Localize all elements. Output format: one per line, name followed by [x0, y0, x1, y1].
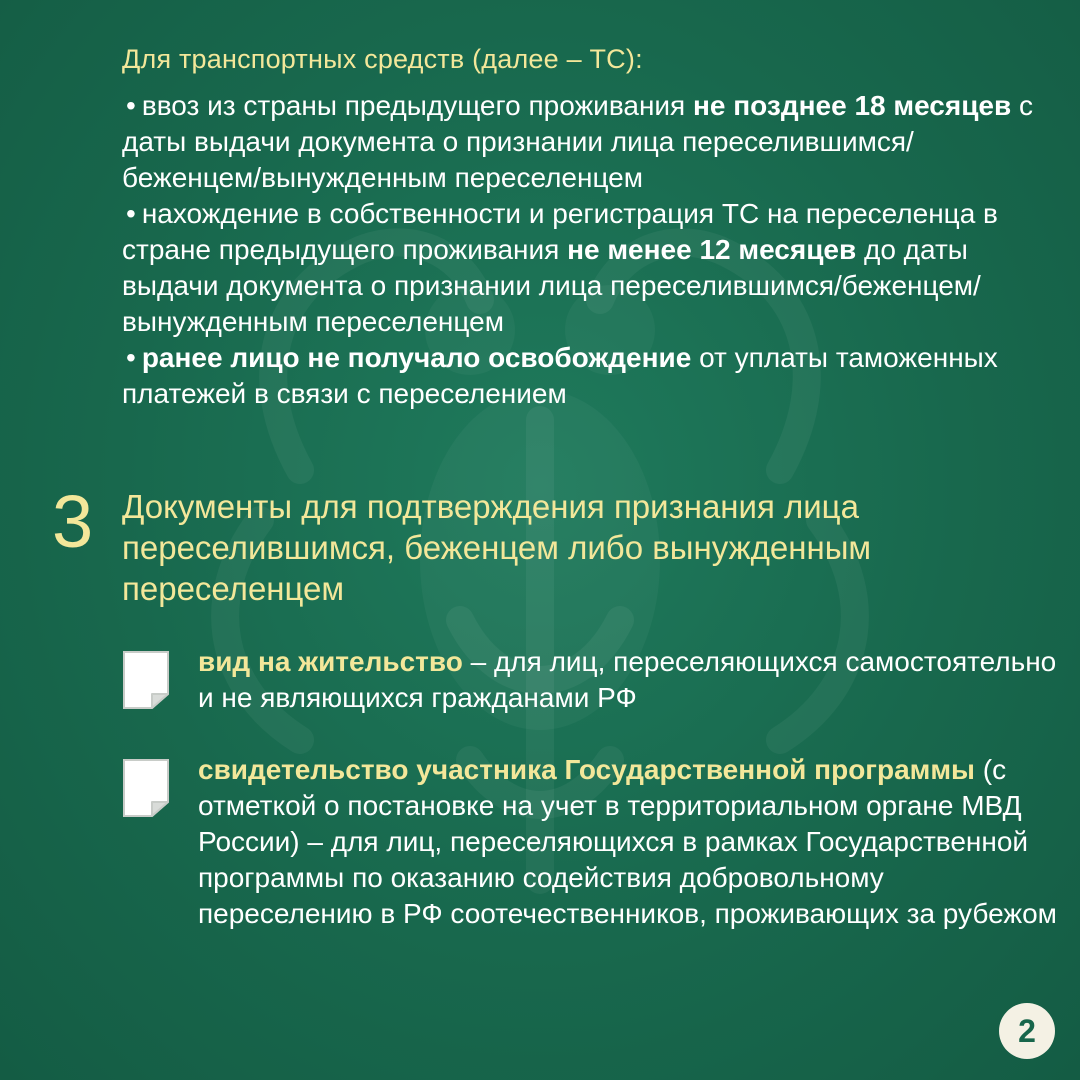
section-title: Документы для подтверждения признания лица переселившимся, беженцем либо вынужденным переселенцем — [122, 488, 872, 607]
page-number-badge: 2 — [999, 1003, 1055, 1059]
document-description — [198, 752, 1062, 932]
bullet: • — [126, 90, 136, 121]
document-details: (с отметкой о постановке на учет в территориальном органе МВД России) – для лиц, переселяющихся в рамках Государственной программы по оказанию содействия добровольному переселению в РФ соотечественников, проживающих за рубежом — [198, 754, 1057, 929]
condition-highlight: не менее 12 месяцев — [567, 234, 857, 265]
document-icon — [122, 650, 170, 710]
list-item — [122, 196, 1052, 340]
document-icon — [122, 758, 170, 818]
list-item — [122, 340, 1052, 412]
document-title: вид на жительство — [198, 646, 463, 677]
vehicle-conditions-list — [122, 88, 1052, 412]
document-details: – для лиц, переселяющихся самостоятельно и не являющихся гражданами РФ — [198, 646, 1057, 713]
vehicles-heading: Для транспортных средств (далее – ТС): — [122, 44, 643, 74]
bullet: • — [126, 342, 136, 373]
section-number: 3 — [52, 480, 94, 563]
condition-text: нахождение в собственности и регистрация ТС на переселенца в стране предыдущего проживания — [122, 198, 998, 265]
condition-text: от уплаты таможенных платежей в связи с переселением — [122, 342, 998, 409]
document-description — [198, 644, 1062, 716]
condition-text: с даты выдачи документа о признании лица переселившимся/беженцем/вынужденным переселенцем — [122, 90, 1033, 193]
condition-highlight: не позднее 18 месяцев — [693, 90, 1012, 121]
document-item-program-certificate — [122, 752, 1062, 932]
list-item — [122, 88, 1052, 196]
condition-text: ввоз из страны предыдущего проживания — [141, 90, 693, 121]
condition-highlight: ранее лицо не получало освобождение — [141, 342, 692, 373]
bullet: • — [126, 198, 136, 229]
document-title: свидетельство участника Государственной программы — [198, 754, 975, 785]
condition-text: до даты выдачи документа о признании лица переселившимся/беженцем/вынужденным переселенцем — [122, 234, 981, 337]
document-item-residence-permit — [122, 644, 1062, 716]
